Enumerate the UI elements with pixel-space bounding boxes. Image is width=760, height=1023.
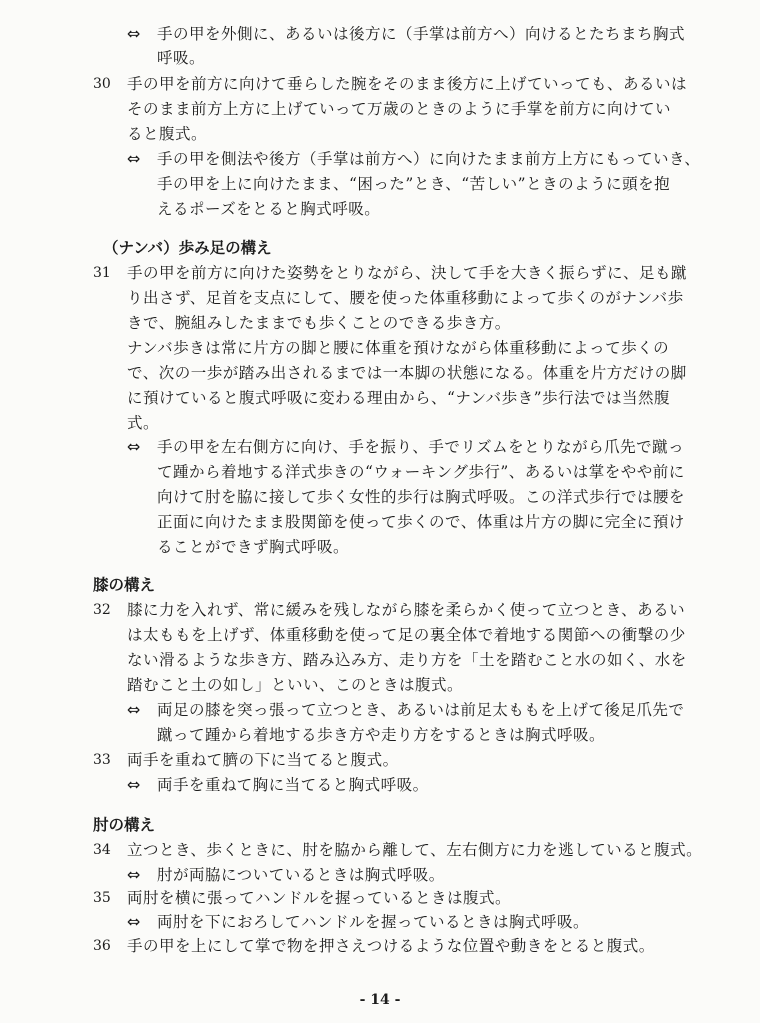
contrast-arrow-icon: ⇔ [127, 149, 141, 168]
text-line: 向けて肘を脇に接して歩く女性的歩行は胸式呼吸。この洋式歩行では腰を [157, 488, 686, 506]
text-line: 手の甲を左右側方に向け、手を振り、手でリズムをとりながら爪先で蹴っ [157, 438, 685, 456]
text-line: ない滑るような歩き方、踏み込み方、走り方を「土を踏むこと水の如く、水を [127, 651, 687, 669]
item-number: 36 [93, 938, 111, 954]
text-line: 両肘を横に張ってハンドルを握っているときは腹式。 [127, 889, 512, 907]
text-line: 両足の膝を突っ張って立つとき、あるいは前足太ももを上げて後足爪先で [157, 701, 685, 719]
section-heading: （ナンバ）歩み足の構え [103, 238, 272, 257]
text-line: きで、腕組みしたままでも歩くことのできる歩き方。 [127, 314, 511, 332]
text-line: 両肘を下におろしてハンドルを握っているときは胸式呼吸。 [157, 913, 590, 931]
item-number: 35 [93, 890, 111, 906]
text-line: り出さず、足首を支点にして、腰を使った体重移動によって歩くのがナンバ歩 [127, 289, 684, 307]
text-line: 手の甲を上にして掌で物を押さえつけるような位置や動きをとると腹式。 [127, 937, 655, 955]
text-line: 踏むこと土の如し」といい、このときは腹式。 [127, 676, 464, 694]
contrast-arrow-icon: ⇔ [127, 700, 141, 719]
item-number: 34 [93, 842, 111, 858]
text-line: 手の甲を外側に、あるいは後方に（手掌は前方へ）向けるとたちまち胸式 [157, 25, 686, 43]
text-line: 手の甲を側法や後方（手掌は前方へ）に向けたまま前方上方にもっていき、 [157, 150, 701, 168]
text-line: 呼吸。 [157, 49, 206, 67]
text-line: ることができず胸式呼吸。 [157, 538, 350, 556]
text-line: 手の甲を上に向けたまま、“困った”とき、“苦しい”ときのように頭を抱 [157, 175, 671, 193]
item-number: 33 [93, 752, 111, 768]
text-line: で、次の一歩が踏み出されるまでは一本脚の状態になる。体重を片方だけの脚 [127, 364, 687, 382]
text-line: 正面に向けたまま股関節を使って歩くので、体重は片方の脚に完全に預け [157, 513, 685, 531]
contrast-arrow-icon: ⇔ [127, 865, 141, 884]
text-line: て踵から着地する洋式歩きの“ウォーキング歩行”、あるいは掌をやや前に [157, 463, 685, 481]
contrast-arrow-icon: ⇔ [127, 775, 141, 794]
text-line: そのまま前方上方に上げていって万歳のときのように手掌を前方に向けてい [127, 100, 672, 118]
text-line: 手の甲を前方に向けて垂らした腕をそのまま後方に上げていっても、あるいは [127, 75, 688, 93]
contrast-arrow-icon: ⇔ [127, 24, 141, 43]
item-number: 32 [93, 602, 111, 618]
text-line: 両手を重ねて胸に当てると胸式呼吸。 [157, 776, 429, 794]
section-heading: 肘の構え [93, 815, 156, 834]
text-line: 肘が両脇についているときは胸式呼吸。 [157, 866, 445, 884]
text-line: ると腹式。 [127, 125, 208, 143]
text-line: は太ももを上げず、体重移動を使って足の裏全体で着地する関節への衝撃の少 [127, 626, 686, 644]
page-number: - 14 - [359, 992, 401, 1008]
text-line: 両手を重ねて臍の下に当てると腹式。 [127, 751, 399, 769]
text-line: に預けていると腹式呼吸に変わる理由から、“ナンバ歩き”歩行法では当然腹 [127, 389, 670, 407]
text-line: 式。 [127, 414, 160, 432]
text-line: えるポーズをとると胸式呼吸。 [157, 200, 381, 218]
text-line: 立つとき、歩くときに、肘を脇から離して、左右側方に力を逃していると腹式。 [127, 841, 703, 859]
text-line: ナンバ歩きは常に片方の脚と腰に体重を預けながら体重移動によって歩くの [127, 339, 670, 357]
section-heading: 膝の構え [93, 575, 156, 594]
contrast-arrow-icon: ⇔ [127, 912, 141, 931]
item-number: 30 [93, 76, 111, 92]
contrast-arrow-icon: ⇔ [127, 437, 141, 456]
text-line: 膝に力を入れず、常に緩みを残しながら膝を柔らかく使って立つとき、あるい [127, 601, 686, 619]
item-number: 31 [93, 265, 111, 281]
text-line: 手の甲を前方に向けた姿勢をとりながら、決して手を大きく振らずに、足も蹴 [127, 264, 688, 282]
text-line: 蹴って踵から着地する歩き方や走り方をするときは胸式呼吸。 [157, 726, 606, 744]
